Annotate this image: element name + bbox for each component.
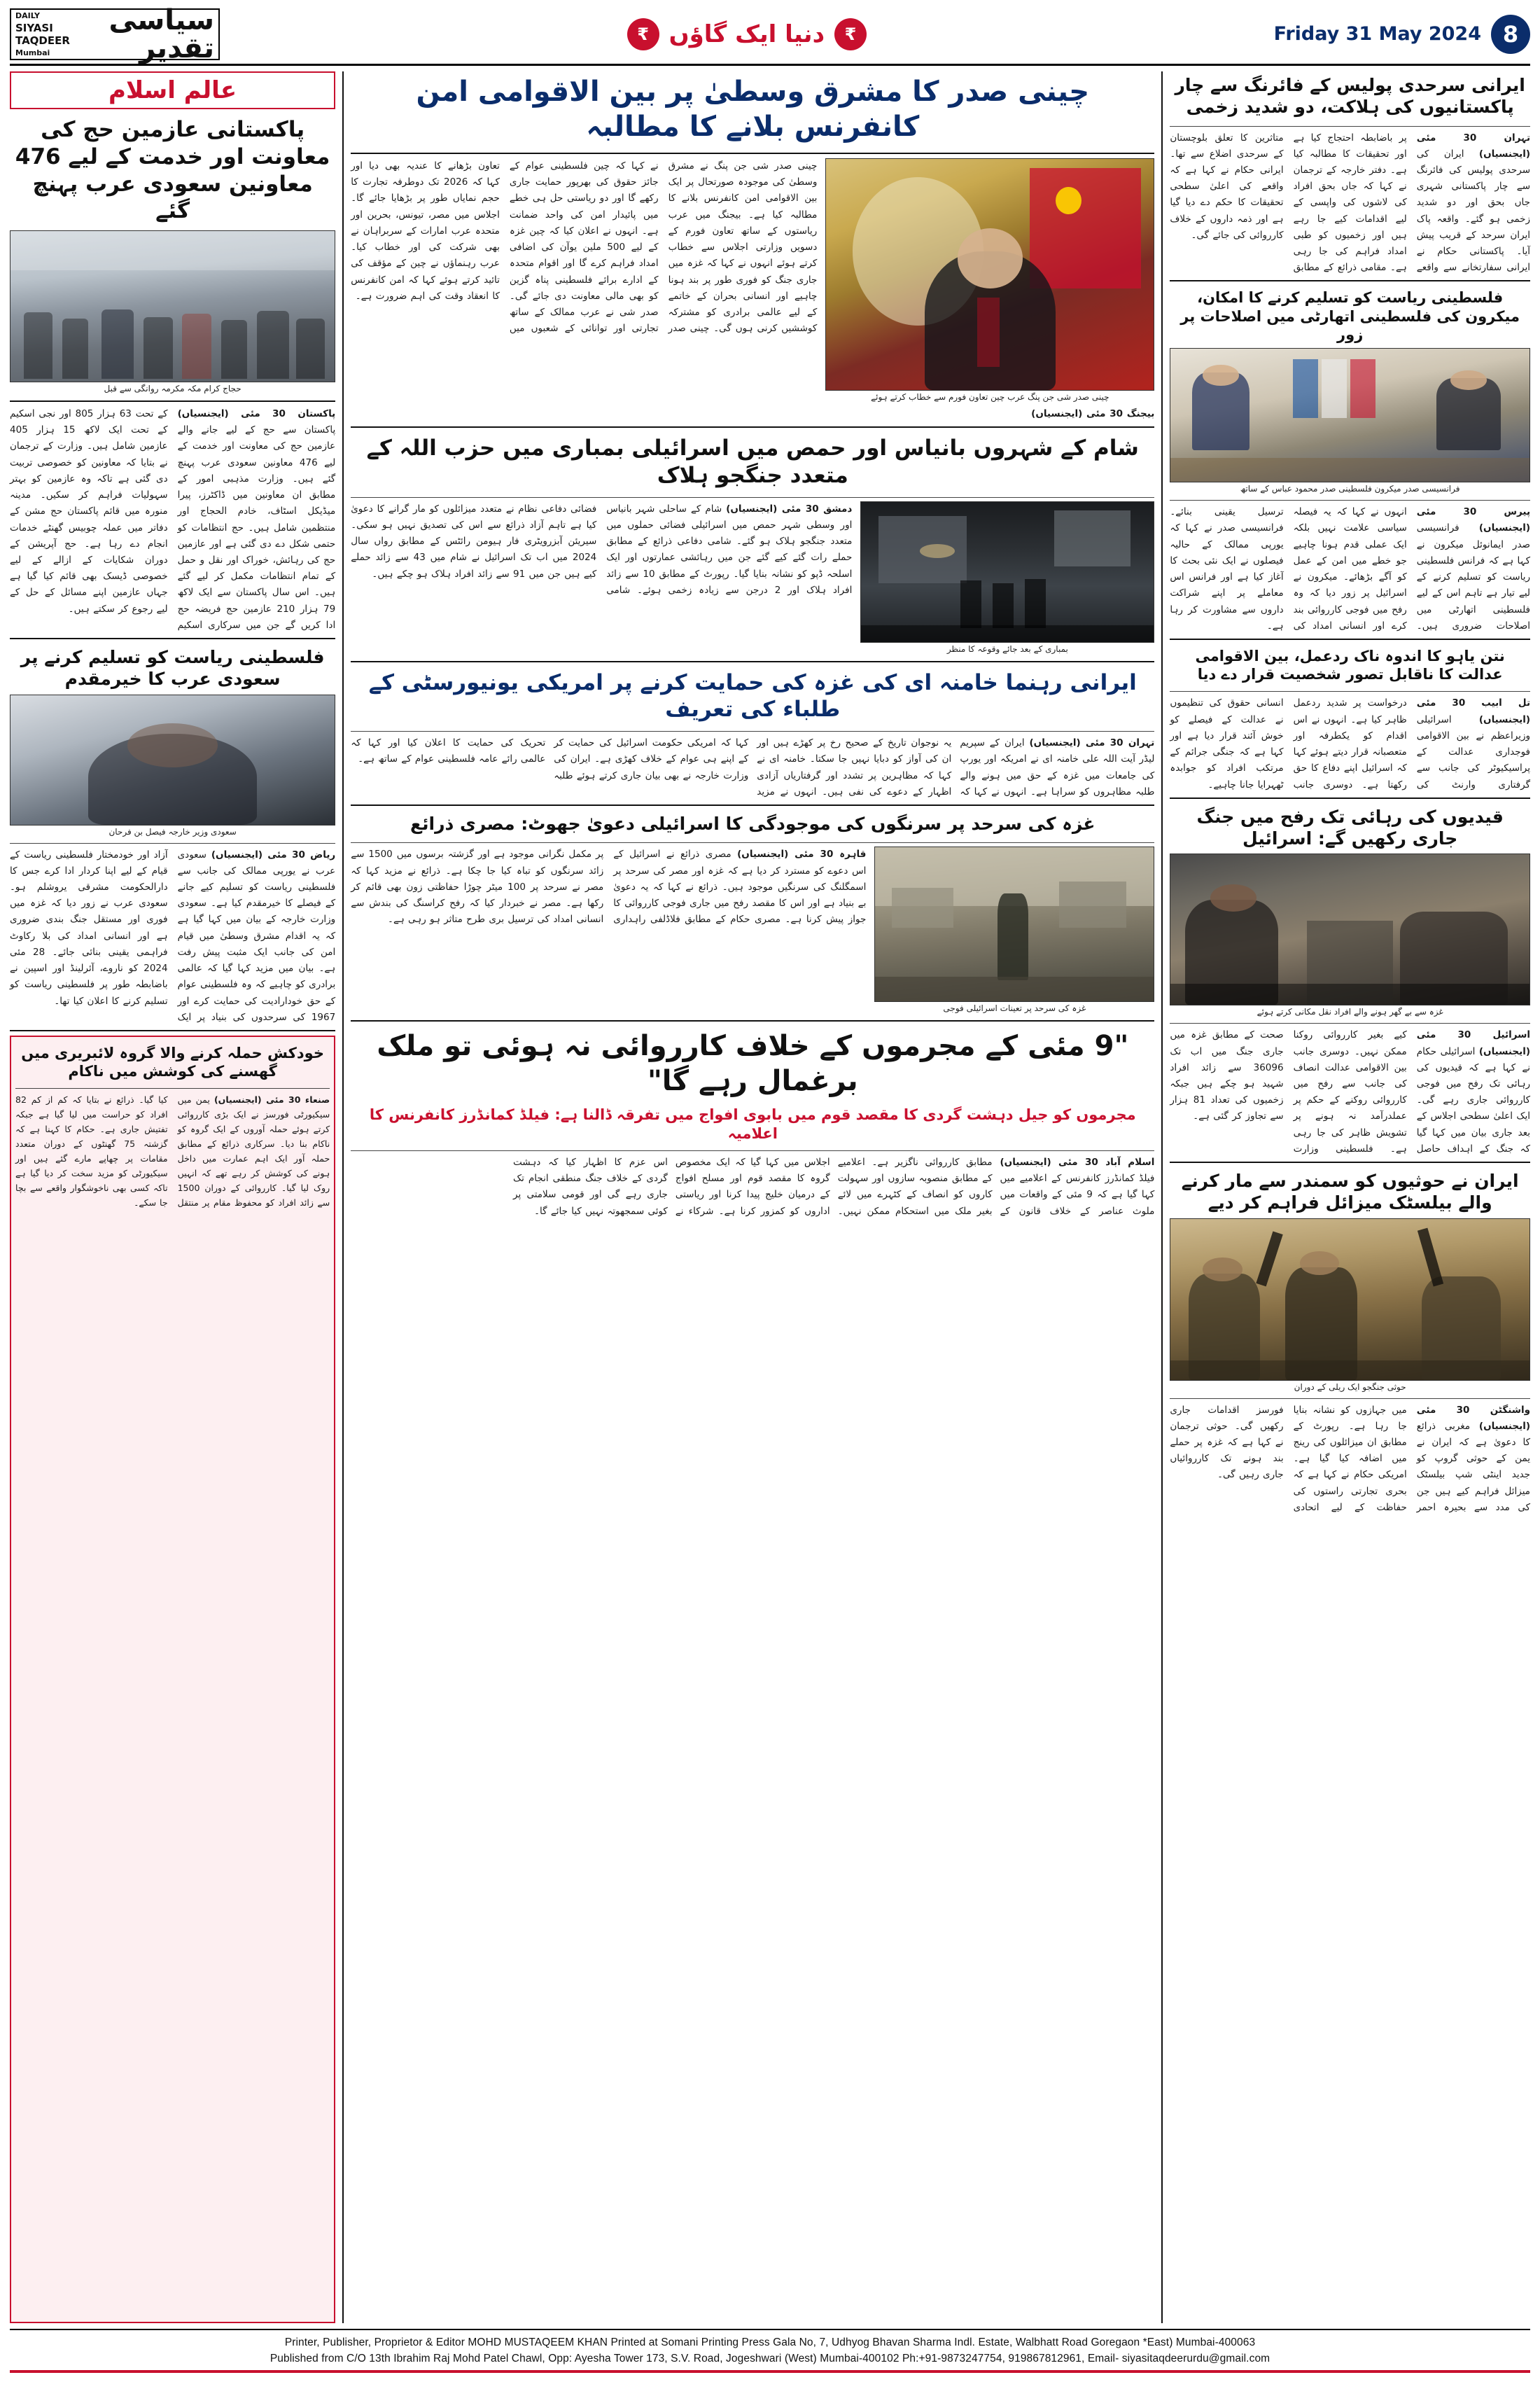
caption-gaza-displaced: غزہ سے بے گھر ہونے والے افراد نقل مکانی کرتے ہوئے <box>1256 1007 1443 1017</box>
photo-houthi-fighters <box>1170 1218 1530 1381</box>
masthead-right <box>1274 7 1530 61</box>
masthead-center <box>220 7 1274 61</box>
column-separator-1 <box>342 71 344 2323</box>
article-iran-border-firing <box>1170 130 1530 277</box>
article-library-attack <box>15 1092 330 1210</box>
divider-4 <box>10 1030 335 1031</box>
caption-hajj-terminal: حجاج کرام مکہ مکرمہ روانگی سے قبل <box>104 384 241 393</box>
lead-photo-block <box>825 158 1154 422</box>
divider-r2 <box>1170 280 1530 281</box>
divider-5 <box>15 1088 330 1089</box>
article-text-khamenei: ایران کے سپریم لیڈر آیت اللہ علی خامنہ ای نے امریکہ اور یورپ کی جامعات میں غزہ کے حق میں ہونے والے طلبہ مظاہروں کو سراہا ہے۔ انہوں نے کہا کہ یہ نوجوان تاریخ کے صحیح رخ پر کھڑے ہیں اور ان کی آواز کو دبایا نہیں جا سکتا۔ خامنہ ای نے کہا کہ مظاہرین پر تشدد اور گرفتاریاں آزادی اظہار کے دعوے کی نفی ہیں۔ انہوں نے مزید کہا کہ امریکی حکومت اسرائیل کی حمایت کر کے اپنے ہی عوام کے خلاف کھڑی ہے۔ ایران کی وزارت خارجہ نے بھی بیان جاری کرتے ہوئے طلبہ تحریک کی حمایت کا اعلان کیا اور کہا کہ عالمی رائے عامہ فلسطینی عوام کے ساتھ ہے۔ <box>351 737 1155 797</box>
article-text-xi: چینی صدر شی جن پنگ نے مشرق وسطیٰ کی موجودہ صورتحال پر ایک بین الاقوامی امن کانفرنس بلانے کا مطالبہ کیا ہے۔ بیجنگ میں عرب ریاستوں کے ساتھ تعاون فورم کے دسویں وزارتی اجلاس سے خطاب کرتے ہوئے انہوں نے کہا کہ غزہ میں جاری جنگ کو فوری طور پر بند ہونا چاہیے اور انسانی بحران کے خاتمے کے لیے عالمی برادری کو مشترکہ کوششیں کرنی ہوں گی۔ چینی صدر نے کہا کہ چین فلسطینی عوام کے جائز حقوق کی بھرپور حمایت جاری رکھے گا اور دو ریاستی حل ہی خطے میں پائیدار امن کی واحد ضمانت ہے۔ انہوں نے اعلان کیا کہ چین غزہ کے لیے 500 ملین یوآن کی اضافی امداد فراہم کرے گا اور اقوام متحدہ کے ادارے برائے فلسطینی پناہ گزین کو بھی مالی معاونت دی جائے گی۔ صدر شی نے عرب ممالک کے ساتھ تجارتی اور توانائی کے شعبوں میں تعاون بڑھانے کا عندیہ بھی دیا اور کہا کہ 2026 تک دوطرفہ تجارت کا حجم نمایاں طور پر بڑھایا جائے گا۔ اجلاس میں مصر، تیونس، بحرین اور متحدہ عرب امارات کے سربراہان نے بھی شرکت کی اور خطاب کیا۔ عرب رہنماؤں نے چین کے مؤقف کی تائید کرتے ہوئے کہا کہ امن کانفرنس کا انعقاد وقت کی اہم ضرورت ہے۔ <box>351 160 818 335</box>
syria-story-block <box>351 501 1154 657</box>
divider-c8 <box>351 1020 1154 1022</box>
article-text-icc: اسرائیلی وزیراعظم نے بین الاقوامی فوجداری عدالت کے پراسیکیوٹر کی جانب سے گرفتاری وارنٹ کی درخواست پر شدید ردعمل ظاہر کیا ہے۔ انہوں نے اس اقدام کو یکطرفہ اور متعصبانہ قرار دیتے ہوئے کہا کہ اسرائیل اپنے دفاع کا حق رکھتا ہے۔ دوسری جانب انسانی حقوق کی تنظیموں نے عدالت کے فیصلے کو خوش آئند قرار دیا ہے اور کہا ہے کہ جنگی جرائم کے مرتکب افراد کو جوابدہ ٹھہرایا جانا چاہیے۔ <box>1170 697 1531 790</box>
masthead-section-title: دنیا ایک گاؤں <box>668 20 825 48</box>
dateline-houthi: واشنگٹن 30 مئی (ایجنسیاں) <box>1416 1404 1531 1432</box>
divider-c7 <box>351 842 1154 843</box>
photo-gaza-displaced <box>1170 854 1530 1005</box>
caption-saudi-fm: سعودی وزیر خارجہ فیصل بن فرحان <box>108 826 237 837</box>
caption-syria: بمباری کے بعد جائے وقوعہ کا منظر <box>946 643 1068 654</box>
dateline-xi-wrap <box>825 406 1154 422</box>
newspaper-logo <box>10 4 220 64</box>
masthead-left <box>10 4 220 64</box>
column-right <box>1170 71 1530 2323</box>
divider-1 <box>10 400 335 402</box>
headline-macron-palestine: فلسطینی ریاست کو تسلیم کرنے کا امکان، میکرون کی فلسطینی اتھارٹی میں اصلاحات پر زور <box>1180 289 1520 343</box>
article-9may <box>351 1155 1154 2323</box>
divider-2 <box>10 638 335 639</box>
caption-houthi-fighters: حوثی جنگجو ایک ریلی کے دوران <box>1294 1381 1406 1392</box>
article-tunnels-text <box>351 847 866 1016</box>
photo-israeli-soldier <box>874 847 1154 1002</box>
divider-c3 <box>351 497 1154 498</box>
dateline-9may: اسلام آباد 30 مئی (ایجنسیاں) <box>1000 1156 1155 1168</box>
article-text-library: یمن میں سیکیورٹی فورسز نے ایک بڑی کارروائی کرتے ہوئے حملہ آوروں کے ایک گروہ کو ناکام بنا دیا۔ سرکاری ذرائع کے مطابق حملہ آور ایک اہم عمارت میں داخل ہونے کی کوشش کر رہے تھے کہ انہیں روک لیا گیا۔ کارروائی کے دوران 1500 سے زائد افراد کو محفوظ مقام پر منتقل کیا گیا۔ ذرائع نے بتایا کہ کم از کم 82 افراد کو حراست میں لیا گیا ہے جبکہ تفتیش جاری ہے۔ حکام کا کہنا ہے کہ گزشتہ 75 گھنٹوں کے دوران متعدد مقامات پر چھاپے مارے گئے ہیں اور سیکیورٹی کو مزید سخت کر دیا گیا ہے تاکہ کسی بھی ناخوشگوار واقعے سے بچا جا سکے۔ <box>15 1094 330 1209</box>
dateline-khamenei: تہران 30 مئی (ایجنسیاں) <box>1029 737 1155 749</box>
article-saudi-welcome <box>10 847 335 1026</box>
masthead <box>10 4 1530 66</box>
logo-latin-block <box>15 11 82 57</box>
page-number-badge: 8 <box>1491 15 1530 54</box>
coin-icon-left: ₹ <box>627 18 659 50</box>
divider-r8 <box>1170 1162 1530 1163</box>
syria-photo-block <box>860 501 1154 657</box>
column-center <box>351 71 1154 2323</box>
section-header-alam-e-islam: عالم اسلام <box>10 71 335 109</box>
divider-c4 <box>351 661 1154 662</box>
photo-syria-night-scene <box>860 501 1154 643</box>
dateline-macron: پیرس 30 مئی (ایجنسیاں) <box>1416 506 1531 534</box>
divider-r3 <box>1170 500 1530 501</box>
article-text-tunnels: مصری ذرائع نے اسرائیل کے اس دعوے کو مسترد کر دیا ہے کہ غزہ اور مصر کی سرحد پر اسمگلنگ کی سرنگیں موجود ہیں۔ ذرائع نے کہا کہ یہ دعویٰ بے بنیاد ہے اور اس کا مقصد رفح میں جاری فوجی کارروائی کا جواز پیش کرنا ہے۔ مصری حکام کے مطابق فلاڈلفی راہداری پر مکمل نگرانی موجود ہے اور گزشتہ برسوں میں 1500 سے زائد سرنگوں کو تباہ کیا جا چکا ہے۔ ذرائع نے مزید کہا کہ مصر نے سرحد پر 100 میٹر چوڑا حفاظتی زون بھی قائم کر رکھا ہے۔ مصر نے خبردار کیا کہ رفح کراسنگ کی بندش سے انسانی امداد کی ترسیل بری طرح متاثر ہو رہی ہے۔ <box>351 849 867 926</box>
coin-icon-right: ₹ <box>834 18 867 50</box>
photo-saudi-fm <box>10 695 335 826</box>
article-xi-left <box>351 158 817 422</box>
headline-9may: "9 مئی کے مجرموں کے خلاف کارروائی نہ ہوئی تو ملک برغمال رہے گا" <box>377 1030 1129 1098</box>
headline-library-attack: خودکش حملہ کرنے والا گروہ لائبریری میں گھسنے کی کوشش میں ناکام <box>21 1044 324 1080</box>
divider-r5 <box>1170 691 1530 692</box>
headline-icc-netanyahu: نتن یاہو کا اندوہ ناک ردعمل، بین الاقوامی عدالت کا ناقابل تصور شخصیت قرار دے دیا <box>1195 647 1505 683</box>
divider-c2 <box>351 426 1154 428</box>
divider-c6 <box>351 805 1154 806</box>
dateline-prisoners: اسرائیل 30 مئی (ایجنسیاں) <box>1416 1029 1531 1057</box>
dateline-tunnels: قاہرہ 30 مئی (ایجنسیاں) <box>737 849 867 861</box>
divider-3 <box>10 843 335 844</box>
photo-xi-jinping <box>825 158 1154 391</box>
divider-r4 <box>1170 639 1530 640</box>
headline-xi-peace-conference: چینی صدر کا مشرق وسطیٰ پر بین الاقوامی امن کانفرنس بلانے کا مطالبہ <box>416 76 1090 143</box>
footer-line-2: Published from C/O 13th Ibrahim Raj Mohd Patel Chawl, Opp: Ayesha Tower 173, S.V. Road, Jogeshwari (West) Mumbai-400102 Ph:+91-9873247754, 919867812961, Email- siyasitaqdeerurdu@gmail.com <box>270 2353 1270 2365</box>
divider-r7 <box>1170 1023 1530 1024</box>
photo-macron-abbas <box>1170 348 1530 482</box>
headline-hajj-volunteers: پاکستانی عازمین حج کی معاونت اور خدمت کے لیے 476 معاونین سعودی عرب پہنچ گئے <box>15 117 330 224</box>
headline-gaza-tunnels: غزہ کی سرحد پر سرنگوں کی موجودگی کا اسرائیلی دعویٰ جھوٹ: مصری ذرائع <box>410 814 1096 835</box>
caption-xi-jinping: چینی صدر شی جن پنگ عرب چین تعاون فورم سے خطاب کرتے ہوئے <box>871 392 1110 402</box>
headline-khamenei-students: ایرانی رہنما خامنہ ای کی غزہ کی حمایت کرنے پر امریکی یونیورسٹی کے طلباء کی تعریف <box>368 669 1137 723</box>
headline-syria-strikes: شام کے شہروں بانیاس اور حمص میں اسرائیلی بمباری میں حزب اللہ کے متعدد جنگجو ہلاک <box>366 436 1139 488</box>
dateline-hajj: پاکستان 30 مئی (ایجنسیاں) <box>177 408 336 419</box>
dateline-iran-border: تہران 30 مئی (ایجنسیاں) <box>1416 132 1531 160</box>
dateline-xi: بیجنگ 30 مئی (ایجنسیاں) <box>1031 408 1155 419</box>
divider-r6 <box>1170 797 1530 799</box>
article-text-houthi: مغربی ذرائع کا دعویٰ ہے کہ ایران نے یمن کے حوثی گروپ کو جدید اینٹی شپ بیلسٹک میزائل فراہم کیے ہیں جن کی مدد سے بحیرہ احمر میں جہازوں کو نشانہ بنایا جا رہا ہے۔ رپورٹ کے مطابق ان میزائلوں کی رینج میں اضافہ کیا گیا ہے۔ امریکی حکام نے کہا ہے کہ بحری تجارتی راستوں کی حفاظت کے لیے اتحادی فورسز اقدامات جاری رکھیں گی۔ حوثی ترجمان نے کہا ہے کہ غزہ پر حملے بند ہونے تک کارروائیاں جاری رہیں گی۔ <box>1170 1404 1531 1513</box>
dateline-saudi: ریاض 30 مئی (ایجنسیاں) <box>211 849 336 861</box>
article-text-hajj: پاکستان سے حج کے لیے جانے والے عازمین حج کی معاونت اور خدمت کے لیے 476 معاونین سعودی عرب پہنچ گئے ہیں۔ وزارت مذہبی امور کے مطابق ان معاونین میں ڈاکٹرز، پیرا میڈیکل اسٹاف، خادم الحجاج اور منتظمین شامل ہیں۔ حج انتظامات کو حتمی شکل دے دی گئی ہے اور عازمین حج کی رہائش، خوراک اور نقل و حمل کے تمام انتظامات مکمل کر لیے گئے ہیں۔ اس سال پاکستان سے ایک لاکھ 79 ہزار 210 عازمین حج فریضہ حج ادا کریں گے جن میں سرکاری اسکیم کے تحت 63 ہزار 805 اور نجی اسکیم کے تحت ایک لاکھ 15 ہزار 405 عازمین شامل ہیں۔ وزارت کے ترجمان نے بتایا کہ معاونین کو خصوصی تربیت دی گئی ہے تاکہ وہ عازمین کو بہتر سہولیات فراہم کر سکیں۔ مدینہ منورہ میں قائم پاکستان حج مشن کے دفاتر میں عملہ چوبیس گھنٹے خدمات انجام دے رہا ہے۔ حج آپریشن کے دوران شکایات کے ازالے کے لیے خصوصی ڈیسک بھی قائم کیا گیا ہے جہاں عازمین اپنے مسائل کے حل کے لیے رجوع کر سکتے ہیں۔ <box>10 408 336 631</box>
logo-city-text: Mumbai <box>15 48 50 57</box>
article-text-macron: فرانسیسی صدر ایمانوئل میکرون نے کہا ہے کہ فرانس فلسطینی ریاست کو تسلیم کرنے کے لیے تیار ہے تاہم اس کے لیے فلسطینی اتھارٹی میں اصلاحات ضروری ہیں۔ انہوں نے کہا کہ یہ فیصلہ سیاسی علامت نہیں بلکہ ایک عملی قدم ہونا چاہیے جو خطے میں امن کے عمل کو آگے بڑھائے۔ میکرون نے اسرائیل پر زور دیا کہ وہ رفح میں فوجی کارروائی بند کرے اور انسانی امداد کی ترسیل یقینی بنائے۔ فرانسیسی صدر نے کہا کہ یورپی ممالک کے حالیہ فیصلوں نے ایک نئی بحث کا آغاز کیا ہے اور فرانس اس معاملے پر اپنے شراکت داروں سے مشاورت کر رہا ہے۔ <box>1170 506 1531 632</box>
article-text-saudi: سعودی عرب نے یورپی ممالک کی جانب سے فلسطینی ریاست کو تسلیم کیے جانے کے فیصلے کا خیرمقدم کیا ہے۔ سعودی وزارت خارجہ کے بیان میں کہا گیا ہے کہ یہ اقدام مشرق وسطیٰ میں قیام امن کی جانب ایک مثبت پیش رفت ہے۔ بیان میں مزید کہا گیا کہ عالمی برادری کو چاہیے کہ وہ فلسطینی عوام کے حق خودارادیت کی حمایت کرے اور 1967 کی سرحدوں کی بنیاد پر ایک آزاد اور خودمختار فلسطینی ریاست کے قیام کے لیے اپنا کردار ادا کرے جس کا دارالحکومت مشرقی یروشلم ہو۔ سعودی عرب نے زور دیا کہ غزہ میں فوری اور مستقل جنگ بندی ضروری ہے اور انسانی امداد کی بلا رکاوٹ فراہمی یقینی بنائی جائے۔ 28 مئی 2024 کو ناروے، آئرلینڈ اور اسپین نے باضابطہ طور پر فلسطینی ریاست کو تسلیم کرنے کا اعلان کیا تھا۔ <box>10 849 336 1023</box>
article-houthi <box>1170 1402 1530 2323</box>
article-text-prisoners: اسرائیلی حکام نے کہا ہے کہ قیدیوں کی رہائی تک رفح میں فوجی کارروائی جاری رہے گی۔ ایک اعلیٰ سطحی اجلاس کے بعد جاری بیان میں کہا گیا کہ جنگ کے اہداف حاصل کیے بغیر کارروائی روکنا ممکن نہیں۔ دوسری جانب بین الاقوامی عدالت انصاف کی جانب سے رفح میں کارروائی روکنے کے حکم پر عملدرآمد نہ ہونے پر تشویش ظاہر کی جا رہی ہے۔ فلسطینی وزارت صحت کے مطابق غزہ میں جاری جنگ میں اب تک 36096 سے زائد افراد شہید ہو چکے ہیں جبکہ زخمیوں کی تعداد 81 ہزار سے تجاوز کر گئی ہے۔ <box>1170 1029 1531 1155</box>
headline-saudi-welcome: فلسطینی ریاست کو تسلیم کرنے پر سعودی عرب کا خیرمقدم <box>20 647 325 690</box>
photo-hajj-terminal <box>10 230 335 382</box>
issue-date: Friday 31 May 2024 <box>1273 23 1481 45</box>
footer-line-1: Printer, Publisher, Proprietor & Editor MOHD MUSTAQEEM KHAN Printed at Somani Printing Press Gala No, 7, Udhyog Bhavan Sharma Indl. Estate, Walbhatt Road Goregaon *East) Mumbai-400063 <box>284 2336 1256 2348</box>
lead-story-block <box>351 158 1154 422</box>
headline-houthi-missiles: ایران نے حوثیوں کو سمندر سے مار کرنے والے بیلسٹک میزائل فراہم کر دیے <box>1181 1171 1519 1213</box>
divider-c1 <box>351 153 1154 154</box>
article-text-iran-border: ایران کی سرحدی پولیس کی فائرنگ سے چار پاکستانی شہری جاں بحق اور دو شدید زخمی ہو گئے۔ واقعہ پاک ایران سرحد کے قریب پیش آیا۔ پاکستانی حکام نے ایرانی سفارتخانے سے واقعے پر باضابطہ احتجاج کیا ہے اور تحقیقات کا مطالبہ کیا ہے۔ دفتر خارجہ کے ترجمان نے کہا کہ جاں بحق افراد کی لاشوں کی واپسی کے لیے اقدامات کیے جا رہے ہیں اور زخمیوں کو طبی امداد فراہم کی جا رہی ہے۔ مقامی ذرائع کے مطابق متاثرین کا تعلق بلوچستان کے سرحدی اضلاع سے تھا۔ ایرانی حکام نے کہا ہے کہ واقعے کی اعلیٰ سطحی تحقیقات کا حکم دے دیا گیا ہے اور ذمہ داروں کے خلاف کارروائی کی جائے گی۔ <box>1170 132 1531 274</box>
divider-r9 <box>1170 1398 1530 1399</box>
tunnels-story-block <box>351 847 1154 1016</box>
divider-r1 <box>1170 126 1530 127</box>
page-body <box>10 71 1530 2323</box>
article-khamenei <box>351 735 1154 800</box>
article-macron <box>1170 504 1530 634</box>
subheadline-9may: مجرموں کو جیل دہشت گردی کا مقصد قوم میں بابوی افواج میں تفرقہ ڈالنا ہے: فیلڈ کمانڈرز کانفرنس کا اعلامیہ <box>369 1106 1136 1142</box>
footer-red-bar <box>10 2370 1530 2373</box>
headline-iran-border-firing: ایرانی سرحدی پولیس کے فائرنگ سے چار پاکستانیوں کی ہلاکت، دو شدید زخمی <box>1175 75 1525 118</box>
headline-prisoners-rafah: قیدیوں کی رہائی تک رفح میں جنگ جاری رکھیں گے: اسرائیل <box>1196 806 1504 849</box>
article-text-9may: فیلڈ کمانڈرز کانفرنس کے اعلامیے میں کہا گیا ہے کہ 9 مئی کے واقعات میں ملوث عناصر کے خلاف قانون کے مطابق کارروائی ناگزیر ہے۔ اعلامیے کے مطابق منصوبہ سازوں اور سہولت کاروں کو انصاف کے کٹہرے میں لائے بغیر ملک میں استحکام ممکن نہیں۔ اجلاس میں کہا گیا کہ ایک مخصوص گروہ کا مقصد قوم اور مسلح افواج کے درمیان خلیج پیدا کرنا اور ریاستی اداروں کو کمزور کرنا ہے۔ شرکاء نے اس عزم کا اظہار کیا کہ دہشت گردی کے خلاف جنگ منطقی انجام تک جاری رہے گی اور قومی سلامتی پر کوئی سمجھوتہ نہیں کیا جائے گا۔ <box>513 1156 1155 1217</box>
dateline-library: صنعاء 30 مئی (ایجنسیاں) <box>214 1094 330 1106</box>
article-prisoners <box>1170 1027 1530 1157</box>
column-alam-e-islam <box>10 71 335 2323</box>
tunnels-photo-block <box>874 847 1154 1016</box>
boxed-story-suicide-group <box>10 1036 335 2323</box>
caption-macron-abbas: فرانسیسی صدر میکرون فلسطینی صدر محمود عباس کے ساتھ <box>1240 484 1460 494</box>
divider-c9 <box>351 1150 1154 1151</box>
caption-tunnels: غزہ کی سرحد پر تعینات اسرائیلی فوجی <box>943 1003 1086 1014</box>
dateline-syria: دمشق 30 مئی (ایجنسیاں) <box>726 503 853 515</box>
article-syria-text <box>351 501 852 657</box>
column-separator-2 <box>1161 71 1163 2323</box>
logo-urdu-text: سیاسی تقدیر <box>108 4 214 64</box>
page-footer <box>10 2329 1530 2367</box>
article-icc <box>1170 695 1530 793</box>
divider-c5 <box>351 731 1154 732</box>
logo-name-text: SIYASI TAQDEER <box>15 21 70 47</box>
article-hajj-volunteers <box>10 406 335 634</box>
dateline-icc: تل ابیب 30 مئی (ایجنسیاں) <box>1416 697 1531 725</box>
logo-daily-text: DAILY <box>15 11 40 20</box>
article-text-syria: شام کے ساحلی شہر بانیاس اور وسطی شہر حمص میں اسرائیلی فضائی حملوں میں متعدد جنگجو ہلاک ہو گئے۔ شامی دفاعی ذرائع کے مطابق حملے رات گئے کیے گئے جن میں رہائشی عمارتوں اور ایک اسلحہ ڈپو کو نشانہ بنایا گیا۔ رپورٹ کے مطابق 10 سے زائد افراد ہلاک اور 2 درجن سے زیادہ زخمی ہوئے۔ شامی فضائی دفاعی نظام نے متعدد میزائلوں کو مار گرانے کا دعویٰ کیا ہے تاہم آزاد ذرائع سے اس کی تصدیق نہیں ہو سکی۔ سیریئن آبزرویٹری فار ہیومن رائٹس کے مطابق رواں سال 2024 میں اب تک اسرائیل نے شام میں 43 سے زائد حملے کیے ہیں جن میں 91 سے زائد افراد ہلاک ہو چکے ہیں۔ <box>351 503 853 596</box>
